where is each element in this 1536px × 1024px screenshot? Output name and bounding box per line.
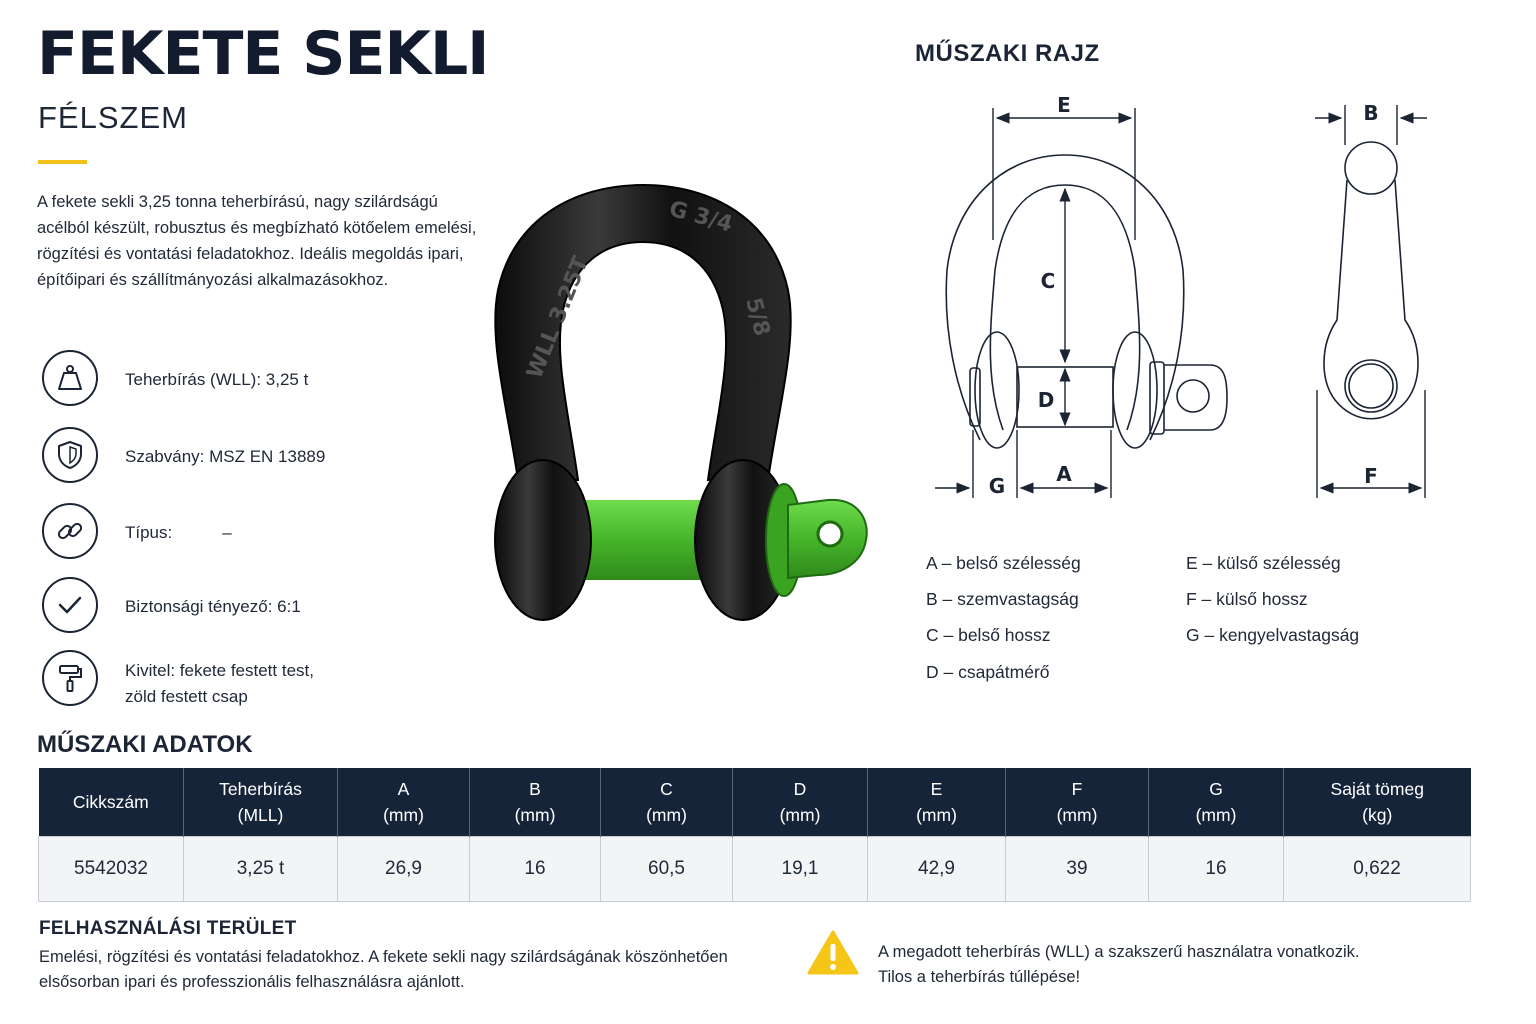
dim-label-c: C [1040, 269, 1056, 293]
weight-icon [42, 350, 98, 406]
spec-item-standard [42, 427, 462, 485]
col-header-d: D (mm) [733, 768, 868, 837]
cell-cikkszam: 5542032 [39, 837, 184, 902]
svg-text:WLL 3.25T: WLL 3.25T [522, 253, 594, 383]
checkmark-icon [42, 577, 98, 633]
spec-table [38, 768, 1471, 902]
spec-safety-label: Biztonsági tényező: 6:1 [125, 597, 301, 616]
table-title: MŰSZAKI ADATOK [37, 731, 253, 758]
legend-item-a: A – belső szélesség [926, 553, 1081, 573]
cell-a: 26,9 [338, 837, 470, 902]
cell-teherbiras: 3,25 t [184, 837, 338, 902]
cell-b: 16 [470, 837, 601, 902]
technical-drawing [925, 90, 1465, 510]
cell-e: 42,9 [868, 837, 1006, 902]
col-header-cikkszam: Cikkszám [39, 768, 184, 837]
spec-standard-label: Szabvány: MSZ EN 13889 [125, 447, 326, 466]
usage-title: FELHASZNÁLÁSI TERÜLET [39, 918, 297, 939]
col-header-teherbiras: Teherbírás (MLL) [184, 768, 338, 837]
spec-type-label: Típus: [125, 523, 173, 542]
warning-icon [807, 930, 859, 976]
spec-finish-label-2: zöld festett csap [125, 687, 248, 706]
cell-d: 19,1 [733, 837, 868, 902]
spec-item-safety [42, 577, 462, 635]
legend-item-f: F – külső hossz [1186, 589, 1308, 609]
svg-text:5/8: 5/8 [740, 295, 775, 339]
dim-label-b: B [1363, 101, 1379, 125]
cell-c: 60,5 [601, 837, 733, 902]
col-header-a: A (mm) [338, 768, 470, 837]
dim-label-g: G [988, 474, 1006, 498]
legend-item-d: D – csapátmérő [926, 662, 1050, 682]
cell-g: 16 [1149, 837, 1284, 902]
page-subtitle: FÉLSZEM [38, 100, 188, 135]
cell-weight: 0,622 [1284, 837, 1471, 902]
shield-icon [42, 427, 98, 483]
intro-paragraph: A fekete sekli 3,25 tonna teherbírású, nagy szilárdságú acélból készült, robusztus és megbízható kötőelem emelési, rögzítési és vontatási feladatokhoz. Ideális megoldás ipari, építőipari és szállítmányozási alkalmazásokhoz. [37, 193, 477, 289]
table-header-row [39, 768, 1471, 837]
spec-type-value: – [222, 523, 232, 542]
warning-text: A megadott teherbírás (WLL) a szakszerű használatra vonatkozik. Tilos a teherbírás túllépése! [878, 943, 1360, 986]
spec-item-load [42, 350, 462, 408]
drawing-title: MŰSZAKI RAJZ [915, 40, 1100, 67]
usage-text: Emelési, rögzítési és vontatási feladatokhoz. A fekete sekli nagy szilárdságának köszönhetően elsősorban ipari és professzionális felhasználásra ajánlott. [39, 948, 728, 991]
spec-load-label: Teherbírás (WLL): 3,25 t [125, 370, 309, 389]
spec-finish-label: Kivitel: fekete festett test, [125, 661, 314, 680]
col-header-c: C (mm) [601, 768, 733, 837]
page-title: FEKETE SEKLI [37, 19, 489, 89]
legend-item-c: C – belső hossz [926, 625, 1051, 645]
paint-roller-icon [42, 650, 98, 706]
col-header-weight: Saját tömeg (kg) [1284, 768, 1471, 837]
spec-item-finish [42, 650, 462, 712]
shackle-photo [478, 180, 878, 630]
table-row [39, 837, 1471, 902]
col-header-b: B (mm) [470, 768, 601, 837]
legend-item-b: B – szemvastagság [926, 589, 1079, 609]
col-header-e: E (mm) [868, 768, 1006, 837]
svg-text:G 3/4: G 3/4 [666, 196, 736, 238]
legend-item-e: E – külső szélesség [1186, 553, 1341, 573]
accent-bar [38, 160, 87, 164]
cell-f: 39 [1006, 837, 1149, 902]
col-header-g: G (mm) [1149, 768, 1284, 837]
spec-item-type [42, 503, 462, 561]
col-header-f: F (mm) [1006, 768, 1149, 837]
dim-label-e: E [1057, 93, 1071, 117]
dim-label-a: A [1056, 462, 1072, 486]
legend-item-g: G – kengyelvastagság [1186, 625, 1360, 645]
chain-link-icon [42, 503, 98, 559]
dim-label-f: F [1364, 464, 1378, 488]
dim-label-d: D [1037, 388, 1055, 412]
